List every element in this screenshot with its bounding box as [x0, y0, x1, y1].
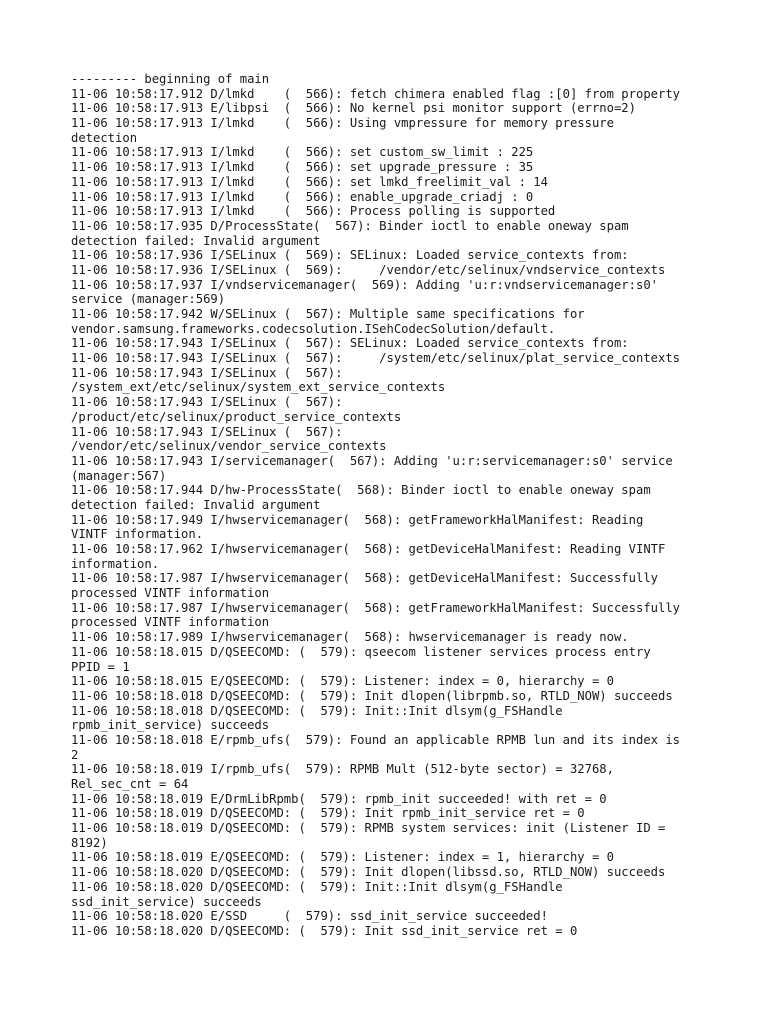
- log-line: 11-06 10:58:17.987 I/hwservicemanager( 568): getDeviceHalManifest: Successfully: [71, 571, 658, 586]
- log-line: 11-06 10:58:17.962 I/hwservicemanager( 568): getDeviceHalManifest: Reading VINTF: [71, 542, 666, 556]
- log-line: service (manager:569): [71, 292, 226, 307]
- log-line: 11-06 10:58:18.019 I/rpmb_ufs( 579): RPMB Mult (512-byte sector) = 32768,: [71, 762, 614, 777]
- log-line: detection failed: Invalid argument: [71, 497, 321, 512]
- log-line: 11-06 10:58:17.913 I/lmkd ( 566): Process polling is supported: [71, 204, 556, 219]
- log-line: 11-06 10:58:17.937 I/vndservicemanager( 569): Adding 'u:r:vndservicemanager:s0': [71, 277, 658, 292]
- log-line: rpmb_init_service) succeeds: [71, 718, 270, 733]
- log-line: 11-06 10:58:18.020 E/SSD ( 579): ssd_init_service succeeded!: [71, 909, 548, 924]
- log-line: 11-06 10:58:17.943 I/SELinux ( 567):: [71, 424, 343, 439]
- log-line: 11-06 10:58:17.943 I/SELinux ( 567):: [71, 365, 343, 380]
- log-line: 11-06 10:58:17.936 I/SELinux ( 569): /vendor/etc/selinux/vndservice_contexts: [71, 262, 666, 277]
- log-line: detection failed: Invalid argument: [71, 233, 321, 248]
- log-line: 11-06 10:58:17.936 I/SELinux ( 569): SELinux: Loaded service_contexts from:: [71, 248, 629, 263]
- log-line: 11-06 10:58:18.019 E/QSEECOMD: ( 579): Listener: index = 1, hierarchy = 0: [71, 850, 614, 865]
- log-line: Rel_sec_cnt = 64: [71, 777, 189, 791]
- log-line: 11-06 10:58:18.018 E/rpmb_ufs( 579): Found an applicable RPMB lun and its index is: [71, 732, 681, 747]
- log-line: 2: [71, 747, 79, 762]
- log-line: detection: [71, 130, 138, 145]
- log-line: 11-06 10:58:17.943 I/SELinux ( 567):: [71, 395, 343, 410]
- log-line: vendor.samsung.frameworks.codecsolution.ISehCodecSolution/default.: [71, 321, 556, 336]
- log-line: 8192): [71, 835, 108, 850]
- log-line: processed VINTF information: [71, 586, 270, 601]
- log-line: 11-06 10:58:18.020 D/QSEECOMD: ( 579): Init dlopen(libssd.so, RTLD_NOW) succeeds: [71, 865, 666, 880]
- log-line: 11-06 10:58:17.913 I/lmkd ( 566): set lmkd_freelimit_val : 14: [71, 174, 548, 189]
- log-line: 11-06 10:58:18.015 E/QSEECOMD: ( 579): Listener: index = 0, hierarchy = 0: [71, 674, 614, 689]
- log-line: 11-06 10:58:18.020 D/QSEECOMD: ( 579): Init ssd_init_service ret = 0: [71, 923, 578, 938]
- log-line: 11-06 10:58:17.913 I/lmkd ( 566): Using vmpressure for memory pressure: [71, 116, 614, 131]
- log-line: (manager:567): [71, 468, 167, 483]
- log-line: 11-06 10:58:17.944 D/hw-ProcessState( 568): Binder ioctl to enable oneway spam: [71, 483, 651, 498]
- log-line: 11-06 10:58:17.913 I/lmkd ( 566): enable_upgrade_criadj : 0: [71, 189, 534, 204]
- log-line: 11-06 10:58:17.943 I/SELinux ( 567): /system/etc/selinux/plat_service_contexts: [71, 351, 681, 366]
- log-line: 11-06 10:58:18.019 E/DrmLibRpmb( 579): rpmb_init succeeded! with ret = 0: [71, 791, 607, 806]
- log-line: --------- beginning of main: [71, 72, 270, 86]
- log-line: 11-06 10:58:17.949 I/hwservicemanager( 568): getFrameworkHalManifest: Reading: [71, 512, 644, 527]
- log-line: VINTF information.: [71, 527, 204, 542]
- log-line: 11-06 10:58:18.019 D/QSEECOMD: ( 579): Init rpmb_init_service ret = 0: [71, 806, 585, 821]
- log-line: processed VINTF information: [71, 615, 270, 630]
- log-line: information.: [71, 556, 160, 571]
- log-line: 11-06 10:58:17.989 I/hwservicemanager( 568): hwservicemanager is ready now.: [71, 630, 629, 645]
- log-line: 11-06 10:58:17.913 I/lmkd ( 566): set custom_sw_limit : 225: [71, 145, 534, 160]
- log-text-block: [71, 72, 711, 939]
- log-line: 11-06 10:58:17.987 I/hwservicemanager( 568): getFrameworkHalManifest: Successfully: [71, 600, 681, 615]
- log-line: 11-06 10:58:18.015 D/QSEECOMD: ( 579): qseecom listener services process entry: [71, 644, 651, 659]
- log-line: 11-06 10:58:18.018 D/QSEECOMD: ( 579): Init::Init dlsym(g_FSHandle: [71, 703, 563, 718]
- log-line: 11-06 10:58:17.912 D/lmkd ( 566): fetch chimera enabled flag :[0] from property: [71, 86, 681, 101]
- log-line: 11-06 10:58:17.913 I/lmkd ( 566): set upgrade_pressure : 35: [71, 160, 534, 175]
- log-line: PPID = 1: [71, 659, 130, 674]
- log-line: 11-06 10:58:17.913 E/libpsi ( 566): No kernel psi monitor support (errno=2): [71, 101, 636, 116]
- log-line: ssd_init_service) succeeds: [71, 894, 262, 909]
- log-line: /vendor/etc/selinux/vendor_service_contexts: [71, 439, 387, 454]
- log-line: 11-06 10:58:18.018 D/QSEECOMD: ( 579): Init dlopen(librpmb.so, RTLD_NOW) succeeds: [71, 688, 673, 703]
- log-line: 11-06 10:58:17.942 W/SELinux ( 567): Multiple same specifications for: [71, 307, 585, 321]
- log-line: 11-06 10:58:18.019 D/QSEECOMD: ( 579): RPMB system services: init (Listener ID =: [71, 821, 666, 836]
- log-line: /product/etc/selinux/product_service_contexts: [71, 409, 402, 424]
- log-line: 11-06 10:58:17.943 I/SELinux ( 567): SELinux: Loaded service_contexts from:: [71, 336, 629, 351]
- log-line: 11-06 10:58:17.935 D/ProcessState( 567): Binder ioctl to enable oneway spam: [71, 218, 629, 233]
- log-line: /system_ext/etc/selinux/system_ext_service_contexts: [71, 380, 446, 395]
- log-line: 11-06 10:58:17.943 I/servicemanager( 567): Adding 'u:r:servicemanager:s0' service: [71, 453, 673, 468]
- log-line: 11-06 10:58:18.020 D/QSEECOMD: ( 579): Init::Init dlsym(g_FSHandle: [71, 879, 563, 894]
